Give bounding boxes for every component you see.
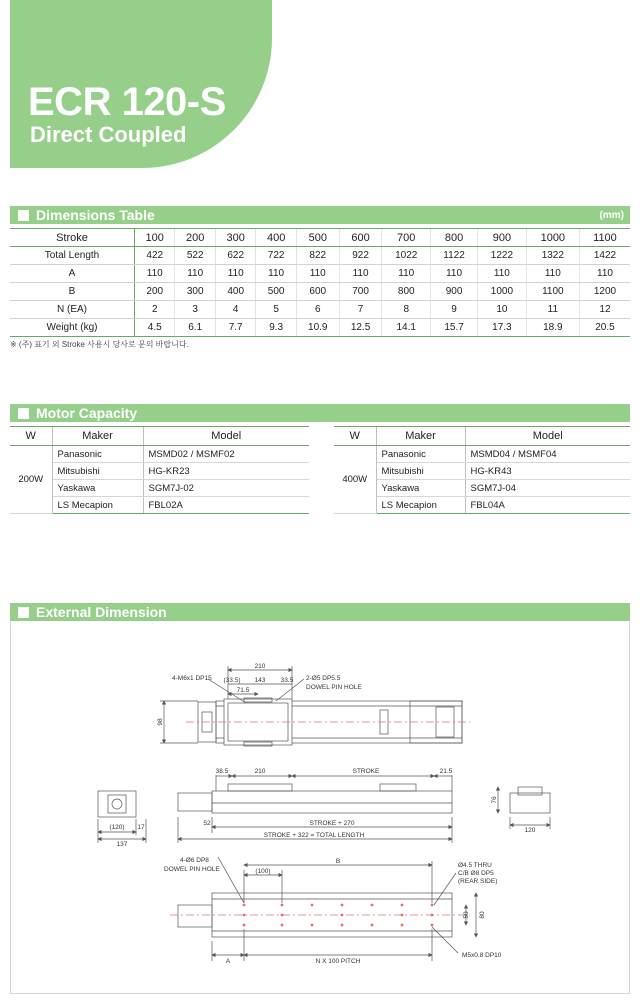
dimension-cell: 9.3 (256, 319, 296, 337)
motor-maker: Mitsubishi (376, 463, 465, 480)
dim-52: 52 (203, 820, 211, 827)
dimension-cell: 800 (382, 283, 431, 301)
motor-model: MSMD02 / MSMF02 (143, 446, 309, 463)
dimension-cell: 110 (382, 265, 431, 283)
dimension-cell: 300 (175, 283, 215, 301)
motor-header-row (10, 427, 309, 446)
motor-maker: Yaskawa (52, 480, 143, 497)
dim-stroke-270: STROKE + 270 (309, 820, 355, 827)
motor-maker: LS Mecapion (376, 497, 465, 514)
dim-120-paren: (120) (109, 824, 125, 831)
dimension-cell: 11 (526, 301, 579, 319)
row-label: A (10, 265, 135, 283)
row-label: Weight (kg) (10, 319, 135, 337)
dim-a: A (225, 958, 231, 965)
dimension-cell: 1000 (526, 229, 579, 247)
dim-50: 50 (463, 911, 470, 919)
motor-section-header (10, 404, 630, 422)
dimension-cell: 10.9 (296, 319, 339, 337)
motor-row (10, 446, 309, 463)
dimension-cell: 110 (135, 265, 175, 283)
motor-maker: Panasonic (52, 446, 143, 463)
dimension-cell: 14.1 (382, 319, 431, 337)
dimension-cell: 1100 (579, 229, 630, 247)
note-counterbore: C/B Ø8 DP5 (458, 870, 494, 877)
dimension-cell: 422 (135, 247, 175, 265)
dimension-cell: 1100 (526, 283, 579, 301)
dimension-cell: 700 (339, 283, 382, 301)
dim-143: 143 (254, 677, 266, 684)
dimension-cell: 6 (296, 301, 339, 319)
dimension-cell: 800 (431, 229, 478, 247)
dimension-cell: 110 (431, 265, 478, 283)
dimension-cell: 400 (256, 229, 296, 247)
dimension-cell: 500 (296, 229, 339, 247)
dimension-cell: 1422 (579, 247, 630, 265)
motor-row (334, 446, 630, 463)
dimension-cell: 200 (175, 229, 215, 247)
dimension-cell: 8 (382, 301, 431, 319)
dimensions-table (10, 228, 630, 337)
motor-maker: Mitsubishi (52, 463, 143, 480)
dimension-cell: 900 (431, 283, 478, 301)
dimensions-section-header (10, 206, 630, 224)
dimension-cell: 522 (175, 247, 215, 265)
dim-120: 120 (524, 827, 536, 834)
motor-header-maker: Maker (376, 427, 465, 446)
dimension-cell: 600 (296, 283, 339, 301)
dim-98: 98 (157, 718, 164, 726)
dim-76: 76 (491, 796, 498, 804)
dim-b: B (335, 858, 341, 865)
motor-model: FBL04A (465, 497, 630, 514)
dimension-cell: 200 (135, 283, 175, 301)
dimension-cell: 110 (296, 265, 339, 283)
dimension-cell: 15.7 (431, 319, 478, 337)
dimensions-row-b (10, 283, 630, 301)
dim-pitch: N X 100 PITCH (315, 958, 361, 965)
dimension-cell: 7.7 (215, 319, 255, 337)
dimensions-title: Dimensions Table (36, 207, 155, 223)
motor-row (10, 480, 309, 497)
section-square-icon (18, 408, 29, 419)
dimension-cell: 18.9 (526, 319, 579, 337)
motor-row (334, 480, 630, 497)
dimension-cell: 400 (215, 283, 255, 301)
motor-header-w: W (334, 427, 376, 446)
motor-model: FBL02A (143, 497, 309, 514)
dimension-cell: 700 (382, 229, 431, 247)
dimension-cell: 1222 (478, 247, 527, 265)
dim-total-length: STROKE + 322 = TOTAL LENGTH (263, 832, 365, 839)
motor-header-model: Model (465, 427, 630, 446)
hero-banner (10, 0, 272, 168)
row-label: Total Length (10, 247, 135, 265)
dim-33-5-left: (33.5) (223, 677, 241, 684)
note-dowel-pin-size: 2-Ø5 DP5.5 (306, 675, 341, 682)
dim-71-5: 71.5 (236, 687, 250, 694)
dimension-cell: 17.3 (478, 319, 527, 337)
motor-maker: LS Mecapion (52, 497, 143, 514)
dimension-cell: 1200 (579, 283, 630, 301)
note-dowel-pin-hole: DOWEL PIN HOLE (306, 684, 362, 691)
dimension-cell: 1122 (431, 247, 478, 265)
end-view-left (98, 791, 146, 843)
dimensions-unit: (mm) (599, 209, 624, 221)
row-label: B (10, 283, 135, 301)
motor-maker: Panasonic (376, 446, 465, 463)
product-subtitle: Direct Coupled (30, 122, 187, 147)
dimension-cell: 5 (256, 301, 296, 319)
dimension-cell: 3 (175, 301, 215, 319)
motor-wattage: 200W (10, 446, 52, 514)
motor-model: MSMD04 / MSMF04 (465, 446, 630, 463)
dimension-cell: 20.5 (579, 319, 630, 337)
external-dimension-drawing (0, 621, 640, 994)
row-label: Stroke (10, 229, 135, 247)
dim-80: 80 (479, 911, 486, 919)
dimension-cell: 300 (215, 229, 255, 247)
dimension-cell: 922 (339, 247, 382, 265)
motor-header-maker: Maker (52, 427, 143, 446)
note-d6-holes: 4-Ø6 DP8 (180, 857, 209, 864)
note-d6-dowel: DOWEL PIN HOLE (164, 866, 220, 873)
dimension-cell: 1000 (478, 283, 527, 301)
dimension-cell: 900 (478, 229, 527, 247)
dimension-cell: 7 (339, 301, 382, 319)
product-title: ECR 120-S (28, 80, 226, 124)
dimensions-note: ※ (주) 표기 외 Stroke 사용시 당사로 문의 바랍니다. (10, 340, 189, 349)
dimension-cell: 12 (579, 301, 630, 319)
section-square-icon (18, 210, 29, 221)
dimension-cell: 110 (339, 265, 382, 283)
end-view-right (498, 787, 550, 829)
dimensions-row-n (10, 301, 630, 319)
dimensions-row-weight (10, 319, 630, 337)
dim-210-side: 210 (254, 768, 266, 775)
dimension-cell: 110 (215, 265, 255, 283)
dim-38-5: 38.5 (215, 768, 229, 775)
dim-33-5-right: 33.5 (280, 677, 294, 684)
dimension-cell: 500 (256, 283, 296, 301)
dimension-cell: 1322 (526, 247, 579, 265)
dimension-cell: 1022 (382, 247, 431, 265)
row-label: N (EA) (10, 301, 135, 319)
dimension-cell: 110 (256, 265, 296, 283)
dimension-cell: 600 (339, 229, 382, 247)
dimension-cell: 6.1 (175, 319, 215, 337)
motor-row (10, 463, 309, 480)
section-square-icon (18, 607, 29, 618)
motor-model: SGM7J-04 (465, 480, 630, 497)
motor-model: HG-KR23 (143, 463, 309, 480)
motor-row (334, 497, 630, 514)
dimension-cell: 4 (215, 301, 255, 319)
motor-row (10, 497, 309, 514)
dim-stroke: STROKE (352, 768, 380, 775)
dimension-cell: 10 (478, 301, 527, 319)
dim-100: (100) (255, 868, 271, 875)
dimension-cell: 110 (175, 265, 215, 283)
dimension-cell: 110 (478, 265, 527, 283)
motor-table-400w (334, 426, 630, 514)
dimension-cell: 722 (256, 247, 296, 265)
motor-wattage: 400W (334, 446, 376, 514)
dimension-cell: 12.5 (339, 319, 382, 337)
external-section-header (10, 603, 630, 621)
dimension-cell: 622 (215, 247, 255, 265)
note-thru: Ø4.5 THRU (458, 862, 492, 869)
dimensions-row-a (10, 265, 630, 283)
dim-21-5: 21.5 (439, 768, 453, 775)
dimension-cell: 9 (431, 301, 478, 319)
dimension-cell: 822 (296, 247, 339, 265)
motor-header-model: Model (143, 427, 309, 446)
dimension-cell: 110 (579, 265, 630, 283)
motor-table-200w (10, 426, 309, 514)
dimension-cell: 4.5 (135, 319, 175, 337)
motor-row (334, 463, 630, 480)
motor-maker: Yaskawa (376, 480, 465, 497)
motor-header-w: W (10, 427, 52, 446)
motor-model: HG-KR43 (465, 463, 630, 480)
note-rear-side: (REAR SIDE) (458, 878, 498, 885)
dim-137: 137 (116, 841, 128, 848)
motor-header-row (334, 427, 630, 446)
dimension-cell: 110 (526, 265, 579, 283)
motor-title: Motor Capacity (36, 405, 138, 421)
dim-17: 17 (137, 824, 145, 831)
dimensions-row-total-length (10, 247, 630, 265)
note-m5-tap: M5x0.8 DP10 (462, 952, 502, 959)
dimensions-row-stroke (10, 229, 630, 247)
motor-model: SGM7J-02 (143, 480, 309, 497)
dimension-cell: 100 (135, 229, 175, 247)
dimension-cell: 2 (135, 301, 175, 319)
note-m6-holes: 4-M6x1 DP15 (172, 675, 212, 682)
dim-210-top: 210 (254, 663, 266, 670)
external-title: External Dimension (36, 604, 167, 620)
